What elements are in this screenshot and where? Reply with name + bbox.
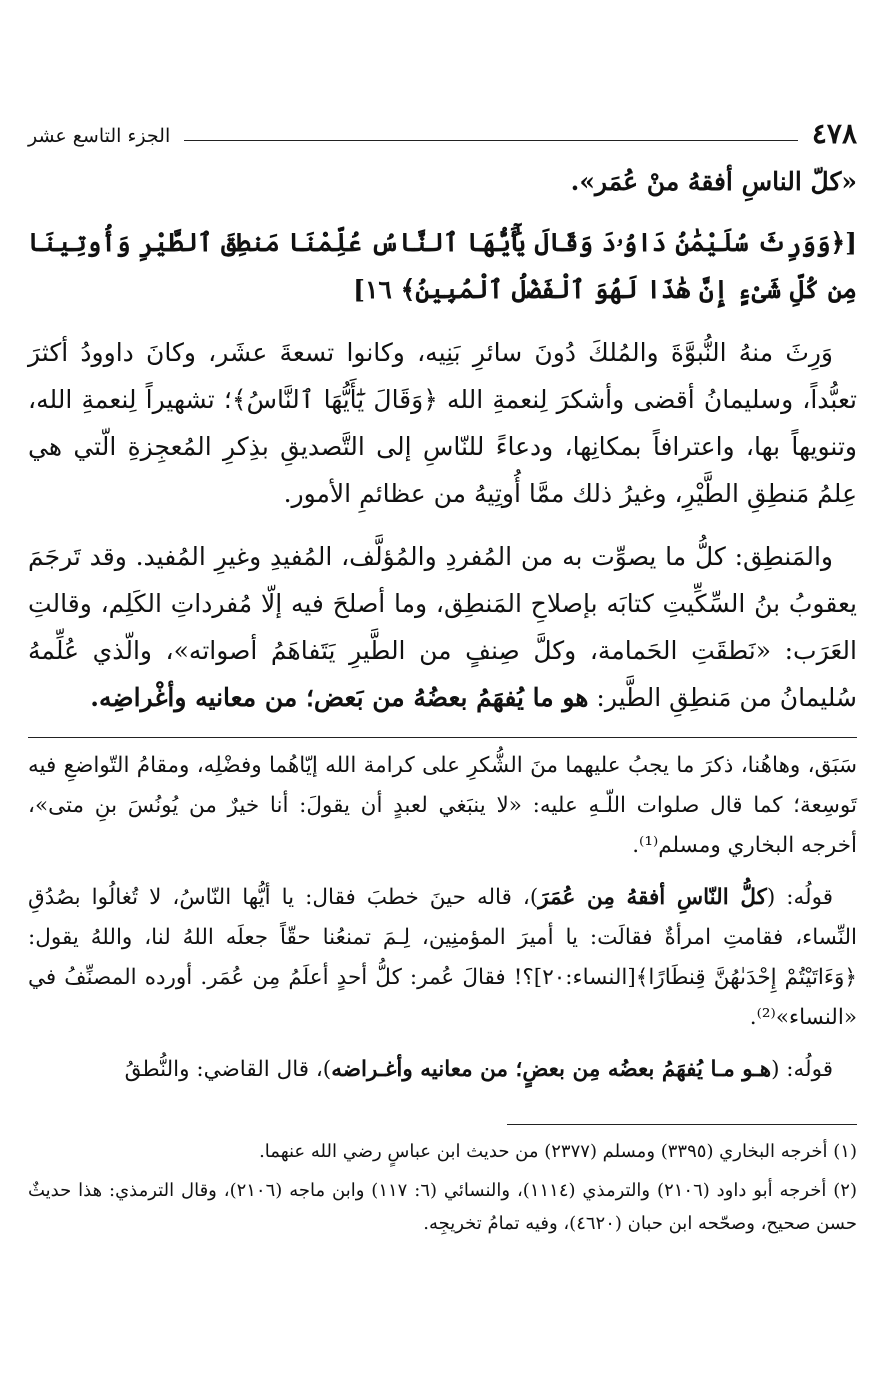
commentary-para-3 <box>28 1050 857 1090</box>
paragraph-2-bold: هو ما يُفهَمُ بعضُهُ من بَعض؛ من معانيه وأغْراضِه. <box>90 683 589 712</box>
footnote-1: (١) أخرجه البخاري (٣٣٩٥) ومسلم (٢٣٧٧) من حديث ابن عباسٍ رضي الله عنهما. <box>259 1141 857 1162</box>
commentary <box>28 746 857 1090</box>
commentary-para-3-rest: )، قال القاضي: والنُّطقُ <box>124 1057 332 1082</box>
section-divider <box>28 737 857 738</box>
commentary-para-3-prefix: قولُه: ( <box>771 1057 833 1082</box>
running-header <box>28 112 857 148</box>
commentary-para-3-bold: هـو مـا يُفهَمُ بعضُه مِن بعضٍ؛ من معانيه وأغـراضه <box>331 1057 772 1082</box>
page-number: ٤٧٨ <box>811 117 857 150</box>
commentary-para-1: سَبَق، وهاهُنا، ذكرَ ما يجبُ عليهما منَ الشُّكرِ على كرامة الله إيّاهُما وفضْلِه، ومقامُ التّواضعِ فيه تَوسِعة؛ كما قال صلوات اللّـهِ عليه: «لا ينبَغي لعبدٍ أن يقولَ: أنا خيرٌ من يُونُسَ بنِ متى»، أخرجه البخاري ومسلم⁽¹⁾. <box>28 753 857 858</box>
commentary-para-2-rest: )، قاله حينَ خطبَ فقال: يا أيُّها النّاسُ، لا تُغالُوا بصُدُقِ النِّساء، فقامتِ امرأةٌ فقالَت: يا أميرَ المؤمنِين، لِـمَ تمنعُنا حقّاً جعلَه اللهُ لنا، واللهُ يقول: ﴿وَءَاتَيْتُمْ إِحْدَىٰهُنَّ قِنطَارًا﴾[النساء:٢٠]؟! فقالَ عُمر: كلُّ أحدٍ أعلَمُ مِن عُمَر. أورده المصنِّفُ في «النساء»⁽²⁾. <box>28 885 857 1030</box>
quran-verse: [﴿وَوَرِثَ سُلَيْمَٰنُ دَاوُۥدَ وَقَالَ يَٰٓأَيُّهَا ٱلنَّاسُ عُلِّمْنَا مَنطِقَ ٱلطَّيْرِ وَأُوتِينَا مِن كُلِّ شَىْءٍ إِنَّ هَٰذَا لَهُوَ ٱلْفَضْلُ ٱلْمُبِينُ﴾ ١٦] <box>28 228 857 304</box>
paragraph-1: وَرِثَ منهُ النُّبوَّةَ والمُلكَ دُونَ سائرِ بَنِيه، وكانوا تسعةَ عشَر، وكانَ داوودُ أكثرَ تعبُّداً، وسليمانُ أقضى وأشكرَ لِنعمةِ الله ﴿وَقَالَ يَٰٓأَيُّهَا ٱلنَّاسُ﴾؛ تشهيراً لِنعمةِ الله، وتنويهاً بها، واعترافاً بمكانِها، ودعاءً للنّاسِ إلى التَّصديقِ بذِكرِ المُعجِزةِ الّتي هي عِلمُ مَنطِقِ الطَّيْرِ، وغيرُ ذلك ممَّا أُوتِيهُ من عظائمِ الأمور. <box>28 338 857 508</box>
footnotes <box>28 1135 857 1240</box>
header-rule <box>184 140 798 141</box>
footnote-2: (٢) أخرجه أبو داود (٢١٠٦) والترمذي (١١١٤)، والنسائي (٦: ١١٧) وابن ماجه (٢١٠٦)، وقال الترمذي: هذا حديثٌ حسن صحيح، وصحّحه ابن حبان (٤٦٢٠)، وفيه تمامُ تخريجِه. <box>28 1180 857 1234</box>
commentary-para-2-bold: كلُّ النّاسِ أفقهُ مِن عُمَرَ <box>538 885 767 910</box>
main-text <box>28 158 857 721</box>
commentary-para-2 <box>28 878 857 1038</box>
paragraph-2 <box>28 533 857 721</box>
volume-title: الجزء التاسع عشر <box>28 125 171 147</box>
commentary-para-2-prefix: قولُه: ( <box>766 885 833 910</box>
book-page <box>28 112 857 1246</box>
quote-line: «كلّ الناسِ أفقهُ منْ عُمَر». <box>570 167 857 196</box>
paragraph-2-text: والمَنطِق: كلُّ ما يصوِّت به من المُفردِ والمُؤلَّف، المُفيدِ وغيرِ المُفيد. وقد تَرجَمَ يعقوبُ بنُ السِّكِّيتِ كتابَه بإصلاحِ المَنطِق، وما أصلحَ فيه إلّا مُفرداتِ الكَلِم، وقالتِ العَرَب: «نَطقَتِ الحَمامة، وكلَّ صِنفٍ من الطَّيرِ يَتَفاهَمُ أصواته»، والّذي عُلِّمهُ سُليمانُ من مَنطِقِ الطَّير: <box>28 542 857 712</box>
footnote-divider <box>507 1124 857 1125</box>
